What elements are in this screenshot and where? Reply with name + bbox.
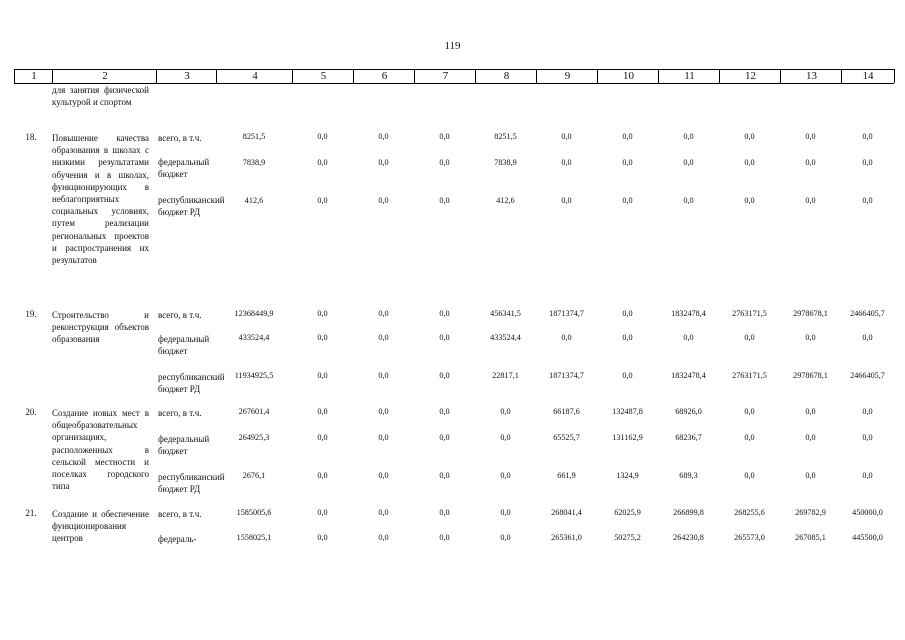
table-cell-value: 0,0	[439, 533, 450, 542]
header-col-10: 10	[597, 69, 659, 83]
table-cell-value: 433524,4	[238, 333, 270, 342]
table-cell-value: 0,0	[683, 132, 694, 141]
table-cell-value: 1871374,7	[549, 371, 584, 380]
table-cell-value: 0,0	[317, 371, 328, 380]
table-cell-value: 0,0	[317, 407, 328, 416]
table-cell-value: 268255,6	[734, 508, 765, 517]
table-cell-value: 0,0	[805, 158, 816, 167]
table-cell-value: 0,0	[805, 196, 816, 205]
table-cell-value: 0,0	[622, 196, 633, 205]
row-number: 18.	[25, 132, 37, 142]
table-cell-value: 0,0	[561, 158, 572, 167]
table-cell-value: 0,0	[439, 158, 450, 167]
table-cell-value: 0,0	[378, 158, 389, 167]
table-cell-value: 267601,4	[238, 407, 270, 416]
table-cell-value: 0,0	[317, 132, 328, 141]
table-cell-value: 661,9	[557, 471, 576, 480]
table-cell-value: 0,0	[862, 433, 873, 442]
table-cell-value: 0,0	[317, 471, 328, 480]
table-cell-value: 0,0	[862, 196, 873, 205]
header-top-line	[14, 69, 894, 70]
row-name: Повышение качества образования в школах с низкими результатами обучения и в школах, функционирующих в неблагоприятных социальных условиях, путем реализации региональных проектов и распространения их результатов	[52, 133, 149, 266]
header-col-1: 1	[14, 69, 53, 83]
table-cell-value: 0,0	[744, 433, 755, 442]
table-cell-value: 0,0	[744, 333, 755, 342]
table-cell-value: 412,6	[244, 196, 264, 205]
row-number: 21.	[25, 508, 37, 518]
table-cell-value: 266899,8	[673, 508, 704, 517]
table-cell-value: 1324,9	[616, 471, 639, 480]
budget-category: федеральный бюджет	[158, 157, 210, 180]
table-cell-value: 1832478,4	[671, 309, 706, 318]
header-col-12: 12	[719, 69, 781, 83]
table-cell-value: 0,0	[439, 433, 450, 442]
budget-category: всего, в т.ч.	[158, 509, 202, 519]
table-cell-value: 0,0	[500, 471, 511, 480]
table-cell-value: 0,0	[862, 471, 873, 480]
header-col-3: 3	[156, 69, 217, 83]
header-col-5: 5	[292, 69, 354, 83]
table-cell-value: 65525,7	[553, 433, 580, 442]
table-cell-value: 0,0	[378, 196, 389, 205]
table-cell-value: 2763171,5	[732, 371, 767, 380]
table-cell-value: 0,0	[317, 533, 328, 542]
budget-category: федераль-	[158, 534, 197, 544]
budget-category: всего, в т.ч.	[158, 133, 202, 143]
table-cell-value: 0,0	[862, 132, 873, 141]
table-cell-value: 1832478,4	[671, 371, 706, 380]
table-cell-value: 0,0	[317, 508, 328, 517]
table-cell-value: 8251,5	[242, 132, 266, 141]
table-cell-value: 1871374,7	[549, 309, 584, 318]
page-number: 119	[444, 40, 461, 52]
table-cell-value: 131162,9	[612, 433, 643, 442]
header-col-4: 4	[216, 69, 293, 83]
table-cell-value: 265573,0	[734, 533, 765, 542]
table-cell-value: 0,0	[439, 309, 450, 318]
row-name: Создание новых мест в общеобразовательных организациях, расположенных в сельской местности и поселках городского типа	[52, 408, 149, 492]
table-cell-value: 7838,9	[494, 158, 517, 167]
table-cell-value: 267085,1	[795, 533, 826, 542]
table-cell-value: 0,0	[500, 533, 511, 542]
table-cell-value: 265361,0	[551, 533, 582, 542]
row-name: Создание и обеспечение функционирования центров	[52, 509, 149, 544]
budget-category: федеральный бюджет	[158, 434, 210, 457]
table-cell-value: 0,0	[439, 371, 450, 380]
table-cell-value: 0,0	[439, 407, 450, 416]
table-cell-value: 0,0	[439, 471, 450, 480]
table-cell-value: 0,0	[862, 158, 873, 167]
table-cell-value: 7838,9	[242, 158, 266, 167]
table-cell-value: 0,0	[805, 433, 816, 442]
row-number: 19.	[25, 309, 37, 319]
table-cell-value: 456341,5	[490, 309, 521, 318]
table-cell-value: 268041,4	[551, 508, 582, 517]
table-cell-value: 0,0	[378, 407, 389, 416]
table-cell-value: 433524,4	[490, 333, 521, 342]
table-cell-value: 2763171,5	[732, 309, 767, 318]
table-cell-value: 269782,9	[795, 508, 826, 517]
table-cell-value: 0,0	[744, 471, 755, 480]
table-cell-value: 0,0	[378, 508, 389, 517]
table-cell-value: 12368449,9	[234, 309, 274, 318]
table-cell-value: 0,0	[862, 407, 873, 416]
table-cell-value: 0,0	[439, 333, 450, 342]
table-cell-value: 445500,0	[852, 533, 883, 542]
budget-category: республиканский бюджет РД	[158, 472, 225, 495]
header-col-2: 2	[52, 69, 157, 83]
table-cell-value: 0,0	[378, 433, 389, 442]
header-col-6: 6	[353, 69, 415, 83]
table-cell-value: 0,0	[744, 196, 755, 205]
table-cell-value: 0,0	[805, 471, 816, 480]
table-cell-value: 0,0	[683, 333, 694, 342]
table-cell-value: 0,0	[622, 309, 633, 318]
header-col-14: 14	[841, 69, 895, 83]
table-cell-value: 0,0	[317, 333, 328, 342]
table-cell-value: 0,0	[500, 508, 511, 517]
table-cell-value: 1558025,1	[236, 533, 272, 542]
table-cell-value: 68926,0	[675, 407, 702, 416]
table-cell-value: 0,0	[317, 158, 328, 167]
row-name: Строительство и реконструкция объектов образования	[52, 310, 149, 345]
table-cell-value: 0,0	[622, 132, 633, 141]
budget-category: федеральный бюджет	[158, 334, 210, 357]
table-cell-value: 68236,7	[675, 433, 702, 442]
table-cell-value: 0,0	[317, 433, 328, 442]
budget-category: всего, в т.ч.	[158, 310, 202, 320]
budget-category: республиканский бюджет РД	[158, 195, 225, 218]
table-cell-value: 0,0	[744, 407, 755, 416]
table-cell-value: 0,0	[500, 407, 511, 416]
table-cell-value: 1585005,6	[236, 508, 272, 517]
table-cell-value: 0,0	[805, 407, 816, 416]
table-cell-value: 0,0	[862, 333, 873, 342]
table-cell-value: 0,0	[378, 471, 389, 480]
table-cell-value: 2978678,1	[793, 309, 828, 318]
table-cell-value: 0,0	[561, 132, 572, 141]
table-cell-value: 0,0	[683, 196, 694, 205]
table-cell-value: 62025,9	[614, 508, 641, 517]
table-cell-value: 0,0	[622, 371, 633, 380]
header-col-7: 7	[414, 69, 476, 83]
table-cell-value: 0,0	[683, 158, 694, 167]
table-cell-value: 2978678,1	[793, 371, 828, 380]
table-cell-value: 264925,3	[238, 433, 270, 442]
table-cell-value: 450000,0	[852, 508, 883, 517]
table-cell-value: 0,0	[744, 132, 755, 141]
table-cell-value: 8251,5	[494, 132, 517, 141]
table-cell-value: 0,0	[317, 196, 328, 205]
table-cell-value: 0,0	[378, 533, 389, 542]
table-cell-value: 0,0	[622, 158, 633, 167]
table-cell-value: 0,0	[805, 132, 816, 141]
table-cell-value: 0,0	[622, 333, 633, 342]
row-number: 20.	[25, 407, 37, 417]
table-cell-value: 132487,8	[612, 407, 643, 416]
table-cell-value: 66187,6	[553, 407, 580, 416]
header-col-13: 13	[780, 69, 842, 83]
table-cell-value: 50275,2	[614, 533, 641, 542]
table-cell-value: 2466405,7	[850, 309, 885, 318]
table-cell-value: 0,0	[378, 309, 389, 318]
table-cell-value: 412,6	[496, 196, 515, 205]
table-cell-value: 0,0	[805, 333, 816, 342]
table-cell-value: 0,0	[561, 333, 572, 342]
table-cell-value: 0,0	[317, 309, 328, 318]
budget-category: республиканский бюджет РД	[158, 372, 225, 395]
table-cell-value: 22817,1	[492, 371, 519, 380]
table-cell-value: 0,0	[439, 196, 450, 205]
table-cell-value: 264230,8	[673, 533, 704, 542]
table-cell-value: 0,0	[378, 132, 389, 141]
table-cell-value: 0,0	[439, 508, 450, 517]
table-cell-value: 689,3	[679, 471, 698, 480]
table-cell-value: 0,0	[439, 132, 450, 141]
table-cell-value: 0,0	[744, 158, 755, 167]
table-cell-value: 0,0	[561, 196, 572, 205]
header-col-11: 11	[658, 69, 720, 83]
header-col-9: 9	[536, 69, 598, 83]
budget-category: всего, в т.ч.	[158, 408, 202, 418]
table-cell-value: 0,0	[500, 433, 511, 442]
table-cell-value: 0,0	[378, 371, 389, 380]
table-cell-value: 11934925,5	[234, 371, 274, 380]
table-cell-value: 0,0	[378, 333, 389, 342]
continued-row-name: для занятия физической культурой и спортом	[52, 85, 149, 108]
table-cell-value: 2676,1	[242, 471, 266, 480]
header-col-8: 8	[475, 69, 537, 83]
table-cell-value: 2466405,7	[850, 371, 885, 380]
